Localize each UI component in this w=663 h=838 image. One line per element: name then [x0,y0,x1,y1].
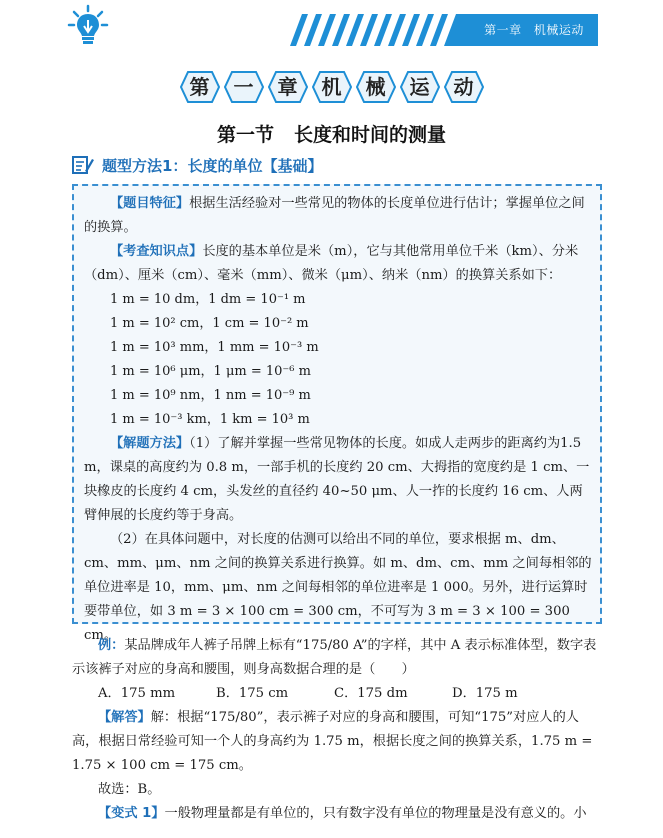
variant-tag: 【变式 1】 [98,806,165,821]
equation-line: 1 m = 10⁹ nm，1 nm = 10⁻⁹ m [110,388,311,403]
method-heading-text: 题型方法1：长度的单位【基础】 [102,156,323,175]
notebook-pen-icon [72,155,94,175]
chapter-title-char-text: 运 [409,75,430,99]
page-header [0,0,663,52]
answer-options [72,682,602,706]
answer-tag: 【解答】 [98,710,151,725]
chapter-title [0,70,663,108]
knowledge-box [72,184,602,643]
option-d: D．175 m [452,686,518,701]
section-number: 第一节 [216,124,274,146]
feature-tag: 【题目特征】 [110,196,190,211]
feature-paragraph [84,192,594,240]
lightbulb-icon [66,4,110,48]
equation-line: 1 m = 10⁶ μm，1 μm = 10⁻⁶ m [110,364,311,379]
chapter-name: 机械运动 [533,23,584,37]
chapter-title-char [356,70,396,104]
section-name: 长度和时间的测量 [294,124,447,146]
chapter-title-char [268,70,308,104]
example-label: 例： [98,638,125,653]
chapter-title-char-text: 械 [365,75,386,99]
example-question-text: 某品牌成年人裤子吊牌上标有“175/80 A”的字样，其中 A 表示标准体型，数字表示该裤子对应的身高和腰围，则身高数据合理的是（ ） [72,638,597,677]
feature-text: 根据生活经验对一些常见的物体的长度单位进行估计；掌握单位之间的换算。 [84,196,585,235]
chapter-title-char [224,70,264,104]
method-text-1: （1）了解并掌握一些常见物体的长度。如成人走两步的距离约为1.5 m，课桌的高度约为 0.8 m，一部手机的长度约 20 cm、大拇指的宽度约是 1 cm、一块橡皮的长度约 4 cm，头发丝的直径约 40~50 μm、人一拃的长度约 16 cm、人两臂伸展的长度约等于身高。 [84,436,590,523]
answer-text: 解：根据“175/80”，表示裤子对应的身高和腰围，可知“175”对应人的人高，根据日常经验可知一个人的身高约为 1.75 m，根据长度之间的换算关系，1.75 m = 1.75 × 100 cm = 175 cm。 [72,710,593,773]
chapter-title-char [312,70,352,104]
option-c: C．175 dm [334,686,408,701]
option-a: A．175 mm [98,686,176,701]
knowledge-text: 长度的基本单位是米（m），它与其他常用单位千米（km）、分米（dm）、厘米（cm）、毫米（mm）、微米（μm）、纳米（nm）的换算关系如下： [84,244,579,283]
header-stripes [290,14,470,46]
equation-line: 1 m = 10⁻³ km，1 km = 10³ m [110,412,310,427]
chapter-title-char-text: 第 [189,75,210,99]
variant-paragraph [72,802,602,826]
example-section [72,634,602,826]
chapter-title-char [444,70,484,104]
running-header [470,14,598,46]
chapter-title-char [400,70,440,104]
variant-text: 一般物理量都是有单位的，只有数字没有单位的物理量是没有意义的。小 [164,806,587,821]
method-paragraph-2: （2）在具体问题中，对长度的估测可以给出不同的单位，要求根据 m、dm、cm、mm、μm、nm 之间的换算关系进行换算。如 m、dm、cm、mm 之间每相邻的单位进率是 10，mm、μm、nm 之间每相邻的单位进率是 1 000。另外，进行运算时要带单位，如 3 m = 3 × 100 cm = 300 cm，不可写为 3 m = 3 × 100 = 300 cm。 [84,532,592,643]
chapter-title-char-text: 机 [321,75,342,99]
chapter-title-char-text: 章 [277,75,298,99]
method-tag: 【解题方法】 [110,436,190,451]
method-paragraph-1 [84,432,594,528]
chapter-title-char-text: 动 [453,75,474,99]
knowledge-paragraph [84,240,594,288]
chapter-label: 第一章 [484,23,522,37]
chapter-title-char-text: 一 [233,75,254,99]
equation-line: 1 m = 10 dm，1 dm = 10⁻¹ m [110,292,306,307]
equation-line: 1 m = 10³ mm，1 mm = 10⁻³ m [110,340,319,355]
equation-line: 1 m = 10² cm，1 cm = 10⁻² m [110,316,309,331]
example-question [72,634,602,682]
method-heading [72,154,322,176]
knowledge-tag: 【考查知识点】 [110,244,203,259]
answer-paragraph [72,706,602,778]
choice-line: 故选：B。 [98,782,161,797]
section-title [0,120,663,147]
chapter-title-char [180,70,220,104]
option-b: B．175 cm [216,686,289,701]
